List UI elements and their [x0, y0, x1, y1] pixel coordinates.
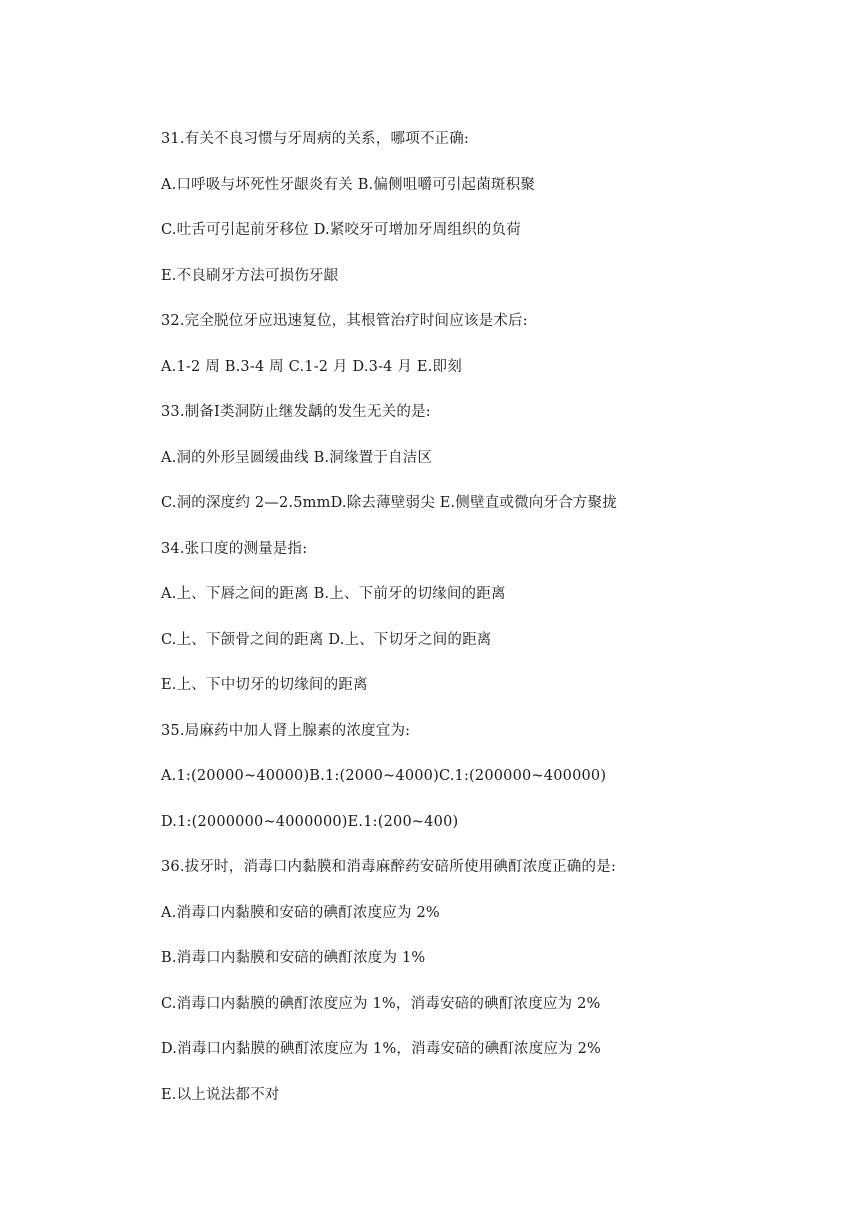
question-36-option-b: B.消毒口内黏膜和安碚的碘酊浓度为 1%: [161, 950, 426, 966]
question-33-stem: 33.制备Ⅰ类洞防止继发龋的发生无关的是:: [161, 404, 431, 420]
question-33-options-ab: A.洞的外形呈圆缓曲线 B.洞缘置于自洁区: [161, 450, 433, 466]
question-36-option-a: A.消毒口内黏膜和安碚的碘酊浓度应为 2%: [161, 905, 440, 921]
question-34-option-e: E.上、下中切牙的切缘间的距离: [161, 677, 368, 693]
question-31-options-ab: A.口呼吸与坏死性牙龈炎有关 B.偏侧咀嚼可引起菌斑积聚: [161, 177, 536, 193]
question-31-stem: 31.有关不良习惯与牙周病的关系，哪项不正确:: [161, 131, 470, 147]
question-36-option-e: E.以上说法都不对: [161, 1087, 280, 1103]
question-32-options: A.1-2 周 B.3-4 周 C.1-2 月 D.3-4 月 E.即刻: [161, 359, 462, 375]
question-32-stem: 32.完全脱位牙应迅速复位，其根管治疗时间应该是术后:: [161, 313, 528, 329]
question-35-stem: 35.局麻药中加人肾上腺素的浓度宜为:: [161, 723, 411, 739]
question-34-options-cd: C.上、下颌骨之间的距离 D.上、下切牙之间的距离: [161, 632, 492, 648]
question-34-stem: 34.张口度的测量是指:: [161, 541, 308, 557]
question-31-option-e: E.不良刷牙方法可损伤牙龈: [161, 268, 339, 284]
question-34-options-ab: A.上、下唇之间的距离 B.上、下前牙的切缘间的距离: [161, 586, 506, 602]
question-36-option-d: D.消毒口内黏膜的碘酊浓度应为 1%，消毒安碚的碘酊浓度应为 2%: [161, 1041, 602, 1057]
question-36-option-c: C.消毒口内黏膜的碘酊浓度应为 1%，消毒安碚的碘酊浓度应为 2%: [161, 996, 601, 1012]
question-31-options-cd: C.吐舌可引起前牙移位 D.紧咬牙可增加牙周组织的负荷: [161, 222, 521, 238]
question-35-options-de: D.1:(2000000~4000000)E.1:(200~400): [161, 814, 459, 830]
question-36-stem: 36.拔牙时，消毒口内黏膜和消毒麻醉药安碚所使用碘酊浓度正确的是:: [161, 859, 617, 875]
question-33-options-cde: C.洞的深度约 2—2.5mmD.除去薄壁弱尖 E.侧壁直或微向牙合方聚拢: [161, 495, 617, 511]
question-35-options-abc: A.1:(20000~40000)B.1:(2000~4000)C.1:(200000~400000): [161, 768, 607, 784]
